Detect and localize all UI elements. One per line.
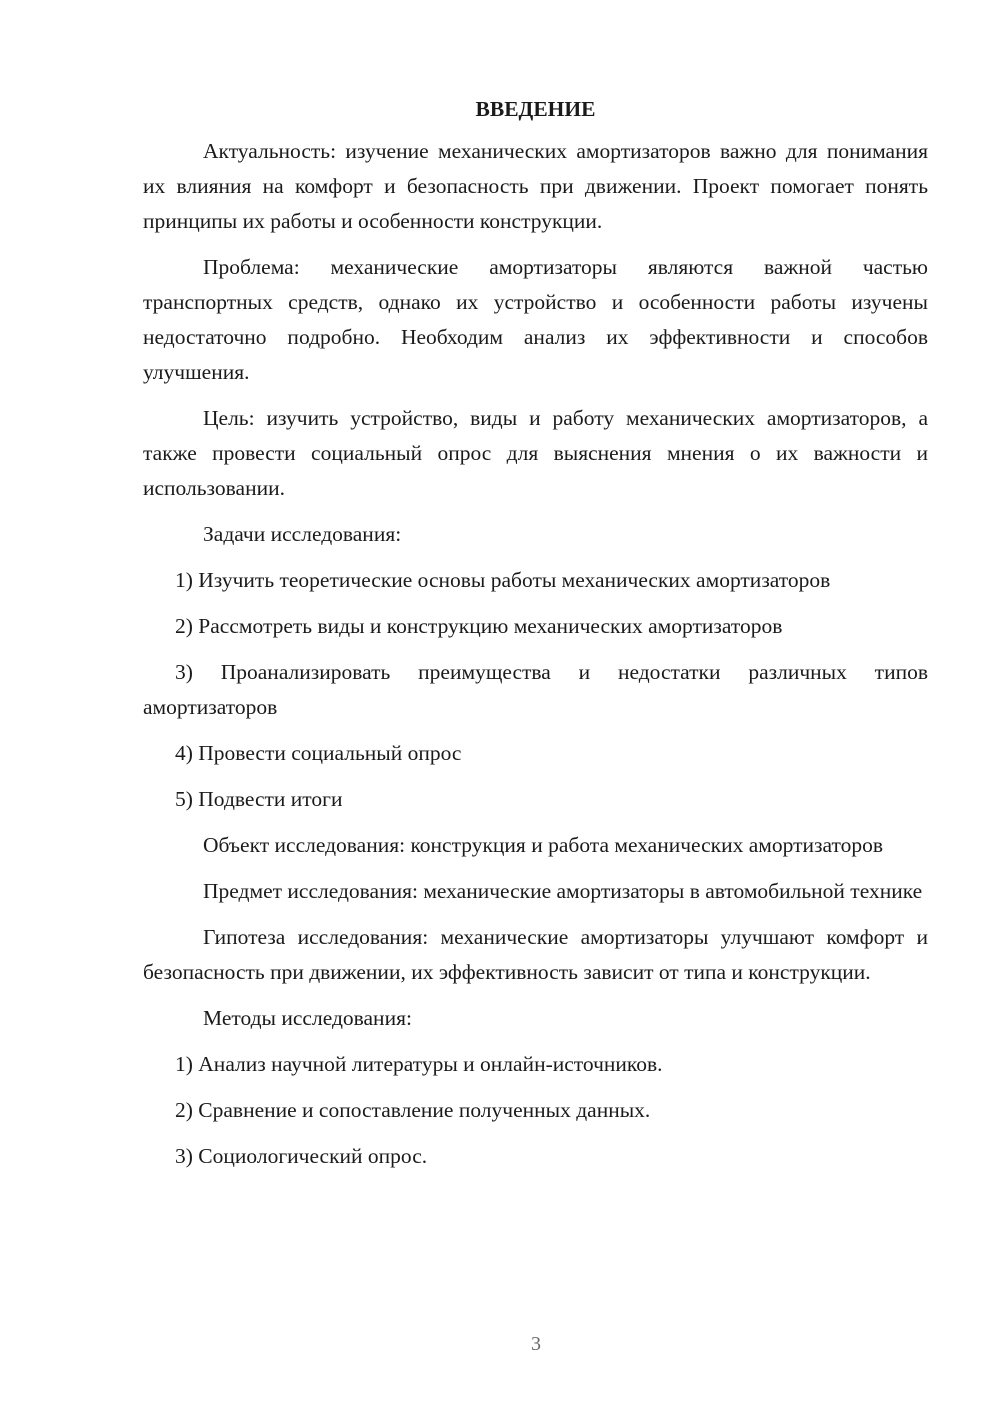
hypothesis-paragraph: Гипотеза исследования: механические амортизаторы улучшают комфорт и безопасность при движении, их эффективность зависит от типа и конструкции. <box>143 925 928 984</box>
method-item: 1) Анализ научной литературы и онлайн-источников. <box>175 1052 663 1076</box>
method-item: 3) Социологический опрос. <box>175 1144 428 1168</box>
goal-paragraph: Цель: изучить устройство, виды и работу механических амортизаторов, а также провести социальный опрос для выяснения мнения о их важности и использовании. <box>143 406 928 500</box>
methods-heading: Методы исследования: <box>203 1006 412 1030</box>
task-item: 4) Провести социальный опрос <box>175 741 462 765</box>
task-item: 5) Подвести итоги <box>175 787 343 811</box>
method-item: 2) Сравнение и сопоставление полученных данных. <box>175 1098 651 1122</box>
page-number: 3 <box>531 1333 541 1355</box>
task-item: 2) Рассмотреть виды и конструкцию механических амортизаторов <box>175 614 783 638</box>
problem-paragraph: Проблема: механические амортизаторы являются важной частью транспортных средств, однако их устройство и особенности работы изучены недостаточно подробно. Необходим анализ их эффективности и способов улучшения. <box>143 255 928 384</box>
relevance-paragraph: Актуальность: изучение механических амортизаторов важно для понимания их влияния на комфорт и безопасность при движении. Проект помогает понять принципы их работы и особенности конструкции. <box>143 139 928 233</box>
object-paragraph: Объект исследования: конструкция и работа механических амортизаторов <box>203 833 884 857</box>
subject-paragraph: Предмет исследования: механические амортизаторы в автомобильной технике <box>203 879 923 903</box>
task-item: 3) Проанализировать преимущества и недостатки различных типов амортизаторов <box>143 660 928 719</box>
tasks-heading: Задачи исследования: <box>203 522 402 546</box>
task-item: 1) Изучить теоретические основы работы механических амортизаторов <box>175 568 831 592</box>
section-heading: ВВЕДЕНИЕ <box>475 97 596 121</box>
page-body <box>143 92 928 1185</box>
